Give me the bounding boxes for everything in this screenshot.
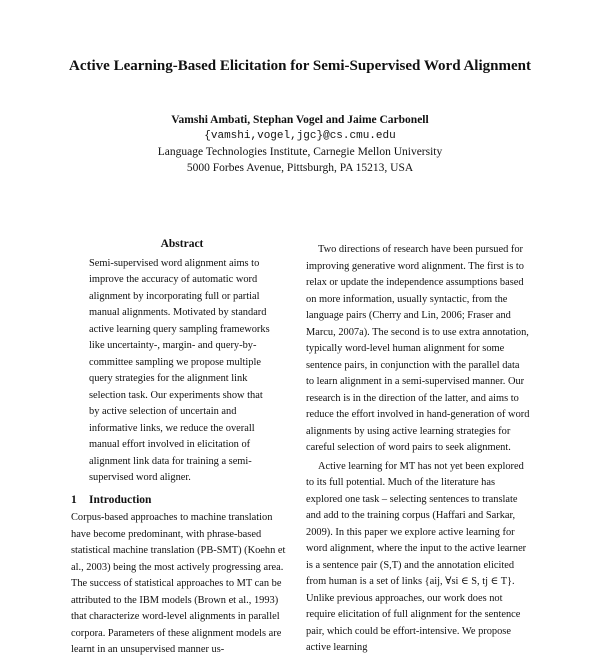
section-number: 1 — [71, 493, 77, 506]
author-names: Vamshi Ambati, Stephan Vogel and Jaime Carbonell — [171, 114, 429, 126]
abstract-text: Semi-supervised word alignment aims to improve the accuracy of automatic word alignment by incorporating full or partial manual alignments. Motivated by standard active learning query sampling frameworks like uncertainty-, margin- and query-by-committee sampling we propose multiple query strategies for the alignment link selection task. Our experiments show that by active selection of uncertain and informative links, we reduce the overall manual effort involved in elicitation of alignment link data for training a semi-supervised word aligner. — [89, 257, 270, 483]
author-block — [0, 112, 600, 176]
author-address: 5000 Forbes Avenue, Pittsburgh, PA 15213, USA — [186, 162, 414, 174]
section-heading-introduction — [71, 492, 293, 509]
introduction-text: Corpus-based approaches to machine translation have become predominant, with phrase-based statistical machine translation (PB-SMT) (Koehn et al., 2003) being the most actively progressing area. The success of statistical approaches to MT can be attributed to the IBM models (Brown et al., 1993) that characterize word-level alignments in parallel corpora. Parameters of these alignment models are learnt in an unsupervised manner us- — [71, 512, 286, 655]
body-paragraph: Active learning for MT has not yet been explored to its full potential. Much of the literature has explored one task – selecting sentences to translate and add to the training corpus (Haffari and Sarkar, 2009). In this paper we explore active learning for word alignment, where the input to the active learner is a sentence pair (S,T) and the annotation elicited from human is a set of links {aij, ∀si ∈ S, tj ∈ T}. Unlike previous approaches, our work does not require elicitation of full alignment for the sentence pair, which could be effort-intensive. We propose active learning — [306, 460, 527, 653]
section-title: Introduction — [89, 493, 152, 506]
left-column — [71, 236, 293, 659]
right-column — [306, 242, 530, 657]
author-affiliation: Language Technologies Institute, Carnegie Mellon University — [157, 146, 443, 158]
abstract-heading: Abstract — [160, 238, 204, 250]
author-email: {vamshi,vogel,jgc}@cs.cmu.edu — [204, 130, 396, 142]
paper-title: Active Learning-Based Elicitation for Semi-Supervised Word Alignment — [69, 58, 531, 74]
body-paragraph: Two directions of research have been pursued for improving generative word alignment. The first is to relax or update the independence assumptions based on more information, usually syntactic, from the language pairs (Cherry and Lin, 2006; Fraser and Marcu, 2007a). The second is to use extra annotation, typically word-level human alignment for some sentence pairs, in conjunction with the parallel data to learn alignment in a semi-supervised manner. Our research is in the direction of the latter, and aims to reduce the effort involved in hand-generation of word alignments by using active learning strategies for careful selection of word pairs to seek alignment. — [306, 244, 530, 453]
